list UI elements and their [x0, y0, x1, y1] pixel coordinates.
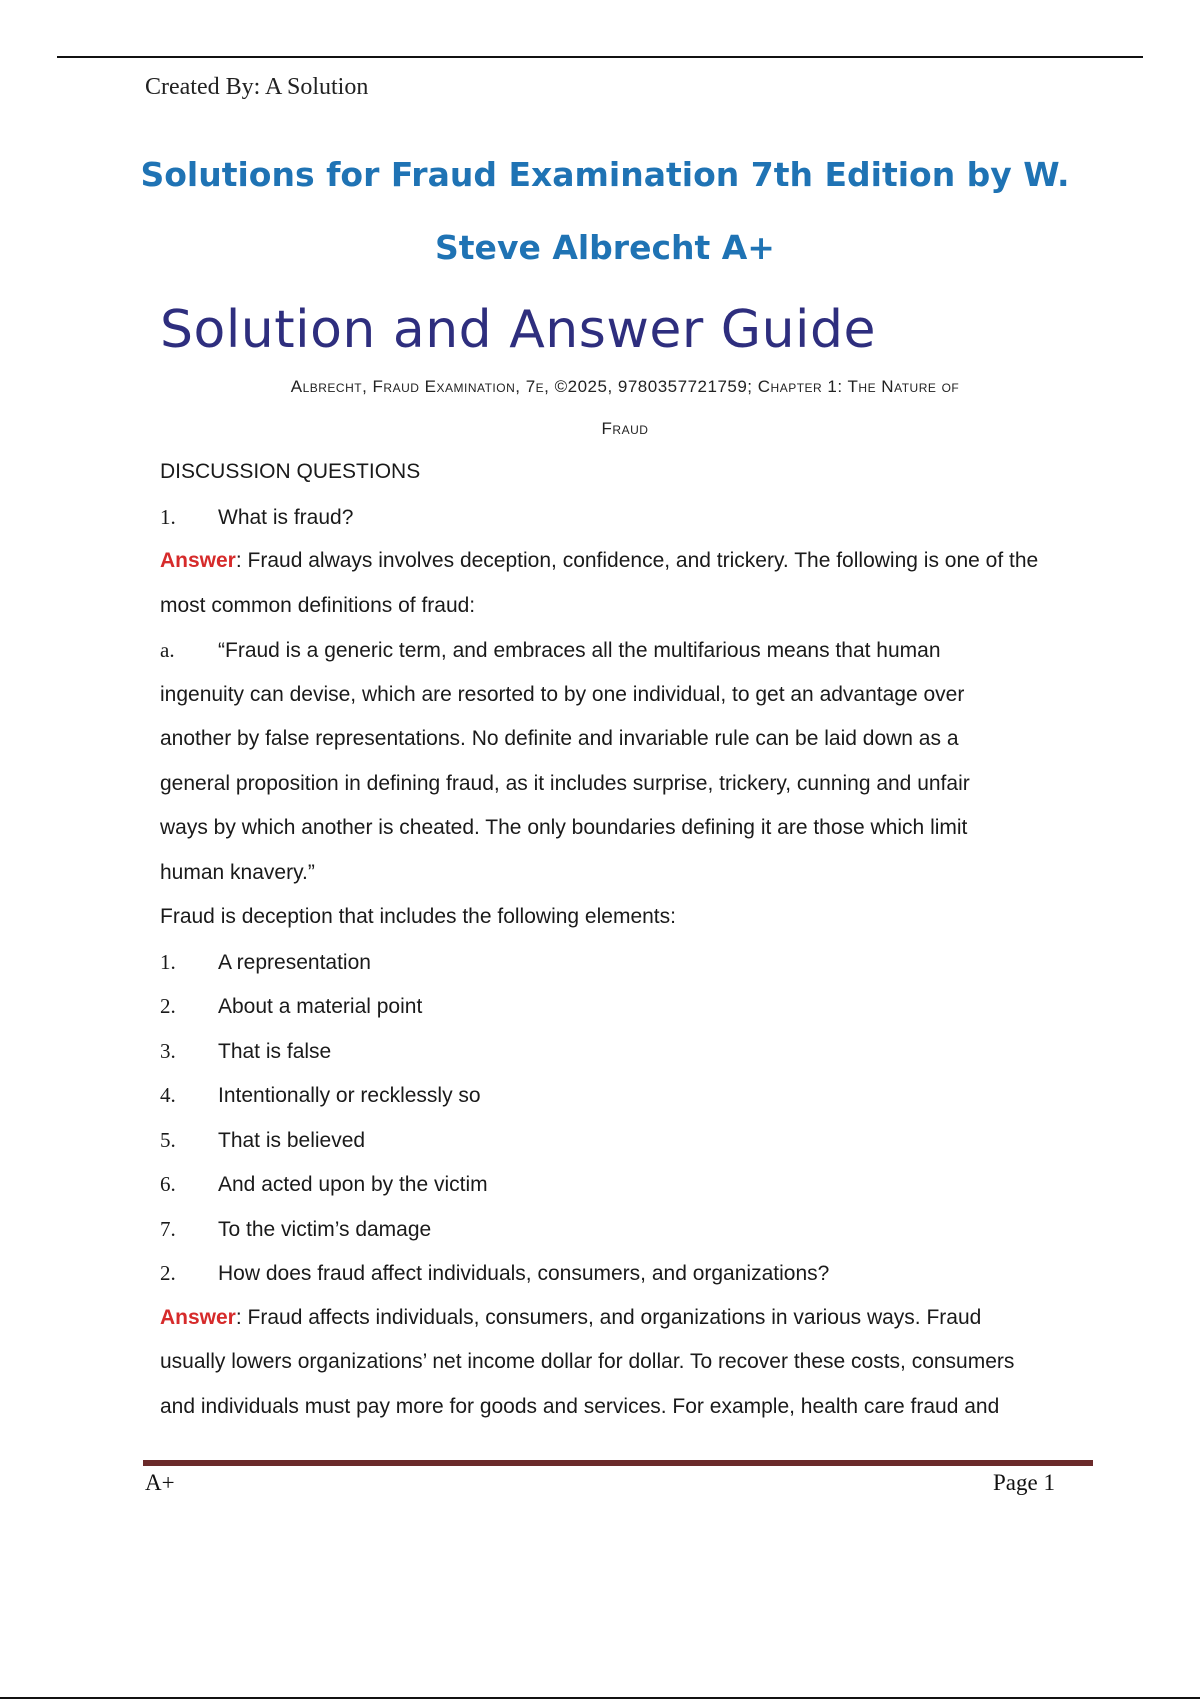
list-item [160, 940, 1100, 985]
question-1 [160, 495, 1100, 540]
answer-1-line: most common definitions of fraud: [160, 593, 476, 617]
question-text: How does fraud affect individuals, consumers, and organizations? [218, 1262, 830, 1285]
answer-label: Answer [160, 549, 236, 572]
bottom-rule [0, 1697, 1200, 1699]
document-title-line-2: Steve Albrecht A+ [435, 228, 775, 267]
page-number: Page 1 [993, 1470, 1055, 1495]
elements-intro: Fraud is deception that includes the following elements: [160, 905, 676, 928]
list-item [160, 1207, 1100, 1252]
chapter-subtitle-line-2: Fraud [601, 419, 649, 438]
quote-line: general proposition in defining fraud, as it includes surprise, trickery, cunning and unfair [160, 771, 970, 795]
quote-line: ways by which another is cheated. The only boundaries defining it are those which limit [160, 816, 968, 839]
guide-title: Solution and Answer Guide [160, 300, 876, 360]
chapter-subtitle-line-1: Albrecht, Fraud Examination, 7e, ©2025, 9780357721759; Chapter 1: The Nature of [290, 377, 960, 396]
question-number: 2. [160, 1261, 176, 1285]
header-rule [57, 56, 1143, 58]
question-text: What is fraud? [218, 505, 354, 529]
quote-line [160, 628, 1100, 673]
answer-text: : Fraud always involves deception, confidence, and trickery. The following is one of the [235, 549, 1039, 572]
list-item [160, 1118, 1100, 1163]
list-item-number: 3. [160, 1038, 176, 1063]
list-item-text: To the victim’s damage [218, 1217, 432, 1241]
answer-text: : Fraud affects individuals, consumers, and organizations in various ways. Fraud [235, 1305, 982, 1329]
question-number: 1. [160, 504, 176, 529]
answer-label: Answer [160, 1305, 236, 1329]
list-item-number: 4. [160, 1083, 176, 1107]
list-item-number: 1. [160, 949, 176, 974]
quote-line: another by false representations. No definite and invariable rule can be laid down as a [160, 727, 959, 750]
footer-left-text: A+ [145, 1470, 175, 1495]
list-item-text: Intentionally or recklessly so [218, 1084, 481, 1107]
answer-2-line: usually lowers organizations’ net income dollar for dollar. To recover these costs, consumers [160, 1350, 1015, 1373]
list-item-text: A representation [218, 950, 371, 974]
answer-1-line [160, 539, 1100, 584]
quote-number: a. [160, 638, 175, 662]
created-by: Created By: A Solution [145, 74, 369, 100]
answer-2-line: and individuals must pay more for goods and services. For example, health care fraud and [160, 1394, 1000, 1418]
list-item-number: 2. [160, 994, 176, 1018]
list-item-number: 5. [160, 1127, 176, 1152]
list-item [160, 1073, 1100, 1118]
list-item-text: About a material point [218, 995, 423, 1018]
list-item [160, 1029, 1100, 1074]
answer-2-line [160, 1296, 1100, 1341]
quote-line: ingenuity can devise, which are resorted to by one individual, to get an advantage over [160, 682, 965, 706]
list-item [160, 984, 1100, 1029]
list-item-text: And acted upon by the victim [218, 1173, 488, 1196]
list-item-number: 6. [160, 1172, 176, 1196]
list-item [160, 1162, 1100, 1207]
chapter-subtitle [160, 366, 1090, 450]
question-2 [160, 1251, 1100, 1296]
document-title-line-1: Solutions for Fraud Examination 7th Edition by W. [140, 155, 1070, 194]
footer-rule [143, 1460, 1093, 1466]
list-item-text: That is false [218, 1039, 332, 1063]
list-item-text: That is believed [218, 1128, 366, 1152]
quote-line: human knavery.” [160, 860, 315, 884]
document-title [120, 138, 1090, 284]
section-heading: DISCUSSION QUESTIONS [160, 460, 421, 483]
list-item-number: 7. [160, 1216, 176, 1241]
quote-text: “Fraud is a generic term, and embraces all the multifarious means that human [218, 639, 941, 662]
document-body [160, 450, 1100, 1429]
